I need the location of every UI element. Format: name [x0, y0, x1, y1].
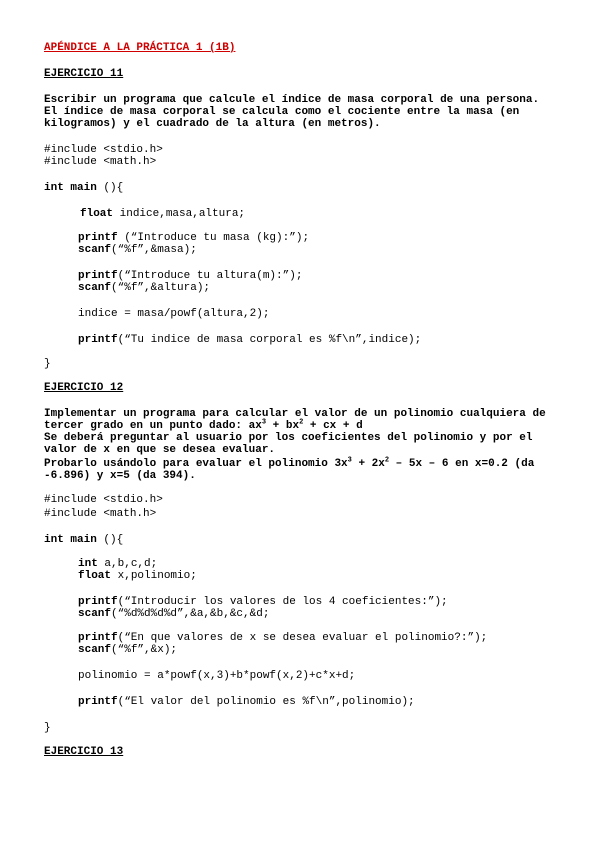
code-keyword: scanf — [78, 644, 112, 656]
exercise-11-statement-line-2: El índice de masa corporal se calcula como el cociente entre la masa (en — [44, 106, 520, 118]
code-keyword: printf — [78, 696, 118, 708]
code-keyword: printf — [78, 270, 118, 282]
code-line — [78, 644, 177, 657]
exercise-12-statement-line-4: valor de x en que se desea evaluar. — [44, 444, 276, 456]
code-line — [80, 208, 245, 221]
exercise-12-statement-line-3: Se deberá preguntar al usuario por los coeficientes del polinomio y por el — [44, 432, 533, 444]
code-text: (“%f”,&x); — [111, 644, 178, 656]
exercise-12-statement-line-5: Probarlo usándolo para evaluar el polinomio $3x^3 + 2x^2 - 5x - 6$ en x=0.2 (da — [44, 456, 535, 470]
code-line — [78, 696, 415, 709]
code-text: (“Introduce tu masa (kg):”); — [117, 232, 310, 244]
code-line — [78, 244, 197, 257]
exercise-11-statement-line-1: Escribir un programa que calcule el índice de masa corporal de una persona. — [44, 94, 540, 106]
code-line: #include <math.h> — [44, 156, 157, 168]
code-text: (){ — [96, 534, 124, 546]
code-line: polinomio = a*powf(x,3)+b*powf(x,2)+c*x+d; — [78, 670, 356, 682]
code-text: indice,masa,altura; — [113, 208, 246, 220]
code-line: indice = masa/powf(altura,2); — [78, 308, 270, 320]
code-text: (“Introducir los valores de los 4 coeficientes:”); — [117, 596, 448, 608]
code-keyword: printf — [78, 632, 118, 644]
code-line — [78, 282, 210, 295]
code-line — [44, 182, 123, 195]
exercise-12-heading: EJERCICIO 12 — [44, 382, 124, 394]
code-keyword: int — [78, 558, 98, 570]
code-keyword: int main — [44, 534, 97, 546]
code-keyword: float — [78, 570, 112, 582]
code-line: #include <math.h> — [44, 508, 157, 520]
code-keyword: scanf — [78, 282, 112, 294]
code-line: } — [44, 358, 51, 370]
code-text: x,polinomio; — [111, 570, 197, 582]
code-keyword: printf — [78, 596, 118, 608]
exercise-12-statement-line-1: Implementar un programa para calcular el valor de un polinomio cualquiera de — [44, 408, 546, 420]
code-text: (“Introduce tu altura(m):”); — [117, 270, 303, 282]
code-line: #include <stdio.h> — [44, 144, 163, 156]
code-line — [78, 570, 197, 583]
code-text: (“Tu indice de masa corporal es %f\n”,indice); — [117, 334, 422, 346]
code-line: } — [44, 722, 51, 734]
code-keyword: float — [80, 208, 114, 220]
code-line — [78, 334, 421, 347]
exercise-12-statement-line-2: tercer grado en un punto dado: $ax^3 + bx^2$ + cx + d — [44, 418, 363, 432]
code-keyword: scanf — [78, 608, 112, 620]
code-text: (“%f”,&masa); — [111, 244, 197, 256]
code-keyword: printf — [78, 232, 118, 244]
code-text: (“En que valores de x se desea evaluar el polinomio?:”); — [117, 632, 488, 644]
code-text: (){ — [96, 182, 124, 194]
code-text: (“%d%d%d%d”,&a,&b,&c,&d; — [111, 608, 270, 620]
code-keyword: scanf — [78, 244, 112, 256]
exercise-13-heading: EJERCICIO 13 — [44, 746, 124, 758]
document-title: APÉNDICE A LA PRÁCTICA 1 (1B) — [44, 42, 236, 54]
exercise-12-statement-line-6: -6.896) y x=5 (da 394). — [44, 470, 196, 482]
code-line — [44, 534, 123, 547]
exercise-11-statement-line-3: kilogramos) y el cuadrado de la altura (en metros). — [44, 118, 381, 130]
code-line — [78, 608, 269, 621]
code-text: a,b,c,d; — [97, 558, 158, 570]
exercise-11-heading: EJERCICIO 11 — [44, 68, 124, 80]
code-text: (“El valor del polinomio es %f\n”,polinomio); — [117, 696, 415, 708]
code-keyword: int main — [44, 182, 97, 194]
code-line: #include <stdio.h> — [44, 494, 163, 506]
code-text: (“%f”,&altura); — [111, 282, 211, 294]
code-keyword: printf — [78, 334, 118, 346]
